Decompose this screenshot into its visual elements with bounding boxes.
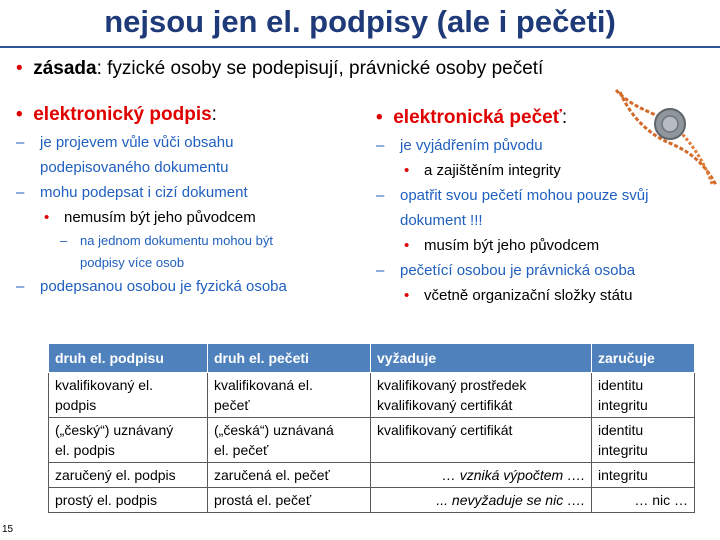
left-list-item — [16, 155, 376, 180]
table-row — [49, 373, 695, 418]
right-item-text: musím být jeho původcem — [424, 237, 600, 254]
table-body — [49, 373, 695, 513]
left-item-text: nemusím být jeho původcem — [64, 209, 256, 226]
table-header: zaručuje — [592, 344, 695, 373]
table-cell: integritu — [592, 463, 695, 488]
left-list-item — [16, 252, 376, 274]
bullet: • — [16, 58, 23, 79]
right-item-text: a zajištěním integrity — [424, 162, 561, 179]
wax-seal-image — [612, 80, 720, 190]
bullet: • — [404, 162, 410, 179]
table-cell: identitu integritu — [592, 373, 695, 418]
table-cell: zaručená el. pečeť — [208, 463, 371, 488]
bullet: • — [404, 287, 410, 304]
right-list-item — [376, 258, 716, 283]
left-item-text: podpisy více osob — [80, 255, 185, 270]
table-cell: … vzniká výpočtem …. — [371, 463, 592, 488]
left-list — [16, 130, 376, 299]
dash-bullet: – — [60, 233, 68, 248]
table-cell: („česká“) uznávaná el. pečeť — [208, 418, 371, 463]
left-column — [16, 100, 376, 299]
left-list-item — [16, 230, 376, 252]
signature-types-table — [48, 343, 695, 513]
left-list-item — [16, 205, 376, 230]
principle-text: : fyzické osoby se podepisují, právnické osoby pečetí — [96, 58, 544, 79]
left-item-text: podepsanou osobou je fyzická osoba — [40, 278, 287, 295]
right-list-item — [376, 208, 716, 233]
left-item-text: mohu podepsat i cizí dokument — [40, 184, 248, 201]
table-cell: zaručený el. podpis — [49, 463, 208, 488]
dash-bullet: – — [376, 137, 385, 154]
table-header: druh el. pečeti — [208, 344, 371, 373]
left-heading: • elektronický podpis: — [16, 104, 217, 125]
page-number: 15 — [2, 524, 14, 535]
bullet: • — [404, 237, 410, 254]
table-cell: kvalifikovaná el. pečeť — [208, 373, 371, 418]
dash-bullet: – — [376, 262, 385, 279]
table-cell: kvalifikovaný el. podpis — [49, 373, 208, 418]
table-cell: identitu integritu — [592, 418, 695, 463]
right-item-text: opatřit svou pečetí mohou pouze svůj — [400, 187, 649, 204]
table-cell: ... nevyžaduje se nic …. — [371, 488, 592, 513]
left-item-text: na jednom dokumentu mohou být — [80, 233, 273, 248]
table-header: vyžaduje — [371, 344, 592, 373]
table-cell: kvalifikovaný prostředek kvalifikovaný certifikát — [371, 373, 592, 418]
principle-label: zásada — [33, 58, 97, 79]
left-item-text: je projevem vůle vůči obsahu — [40, 134, 234, 151]
table-cell: kvalifikovaný certifikát — [371, 418, 592, 463]
right-item-text: je vyjádřením původu — [400, 137, 543, 154]
table-row — [49, 418, 695, 463]
table-header: druh el. podpisu — [49, 344, 208, 373]
table-cell: prostá el. pečeť — [208, 488, 371, 513]
table-cell: … nic … — [592, 488, 695, 513]
right-item-text: dokument !!! — [400, 212, 483, 229]
dash-bullet: – — [376, 187, 385, 204]
right-list-item — [376, 233, 716, 258]
table-cell: prostý el. podpis — [49, 488, 208, 513]
bullet: • — [44, 209, 50, 226]
left-item-text: podepisovaného dokumentu — [40, 159, 229, 176]
right-item-text: včetně organizační složky státu — [424, 287, 633, 304]
dash-bullet: – — [16, 134, 25, 151]
left-list-item — [16, 180, 376, 205]
right-heading: • elektronická pečeť: — [376, 107, 568, 128]
right-list-item — [376, 283, 716, 308]
table-row — [49, 463, 695, 488]
title-divider — [0, 46, 720, 48]
left-list-item — [16, 274, 376, 299]
table-row — [49, 488, 695, 513]
right-item-text: pečetící osobou je právnická osoba — [400, 262, 636, 279]
left-list-item — [16, 130, 376, 155]
page-title: nejsou jen el. podpisy (ale i pečeti) — [104, 4, 616, 39]
dash-bullet: – — [16, 184, 25, 201]
table-cell: („český“) uznávaný el. podpis — [49, 418, 208, 463]
principle-line — [16, 58, 543, 80]
dash-bullet: – — [16, 278, 25, 295]
